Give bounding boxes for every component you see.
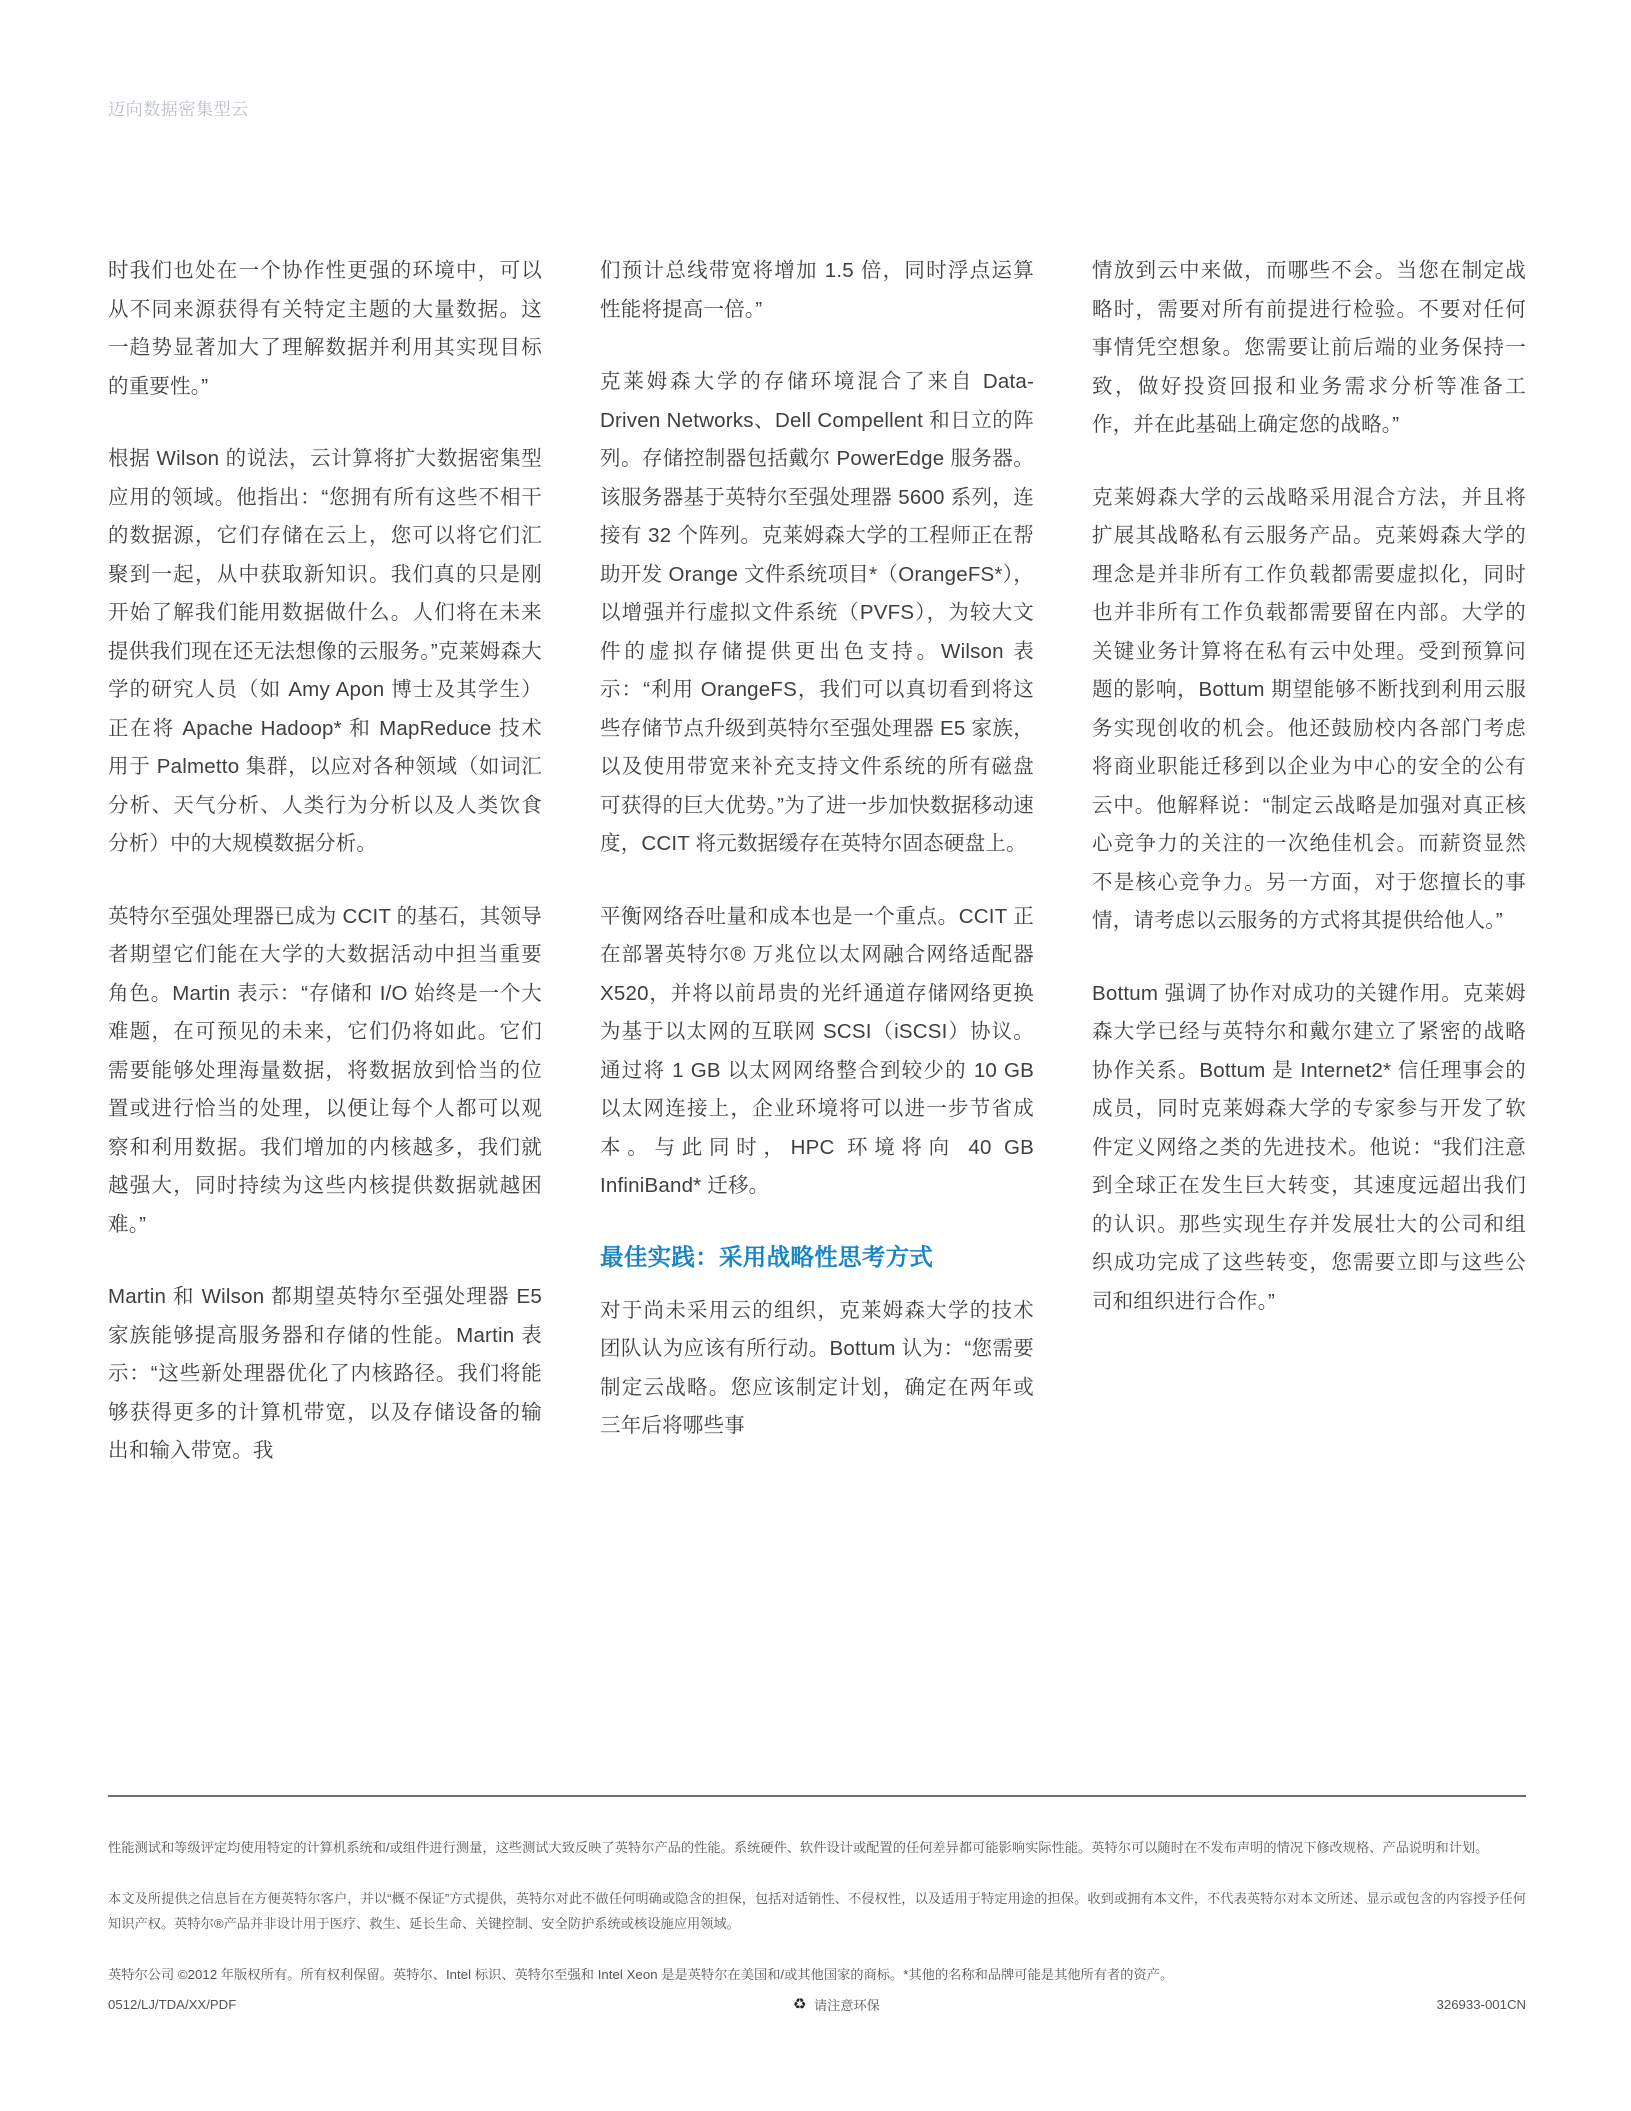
paragraph: 平衡网络吞吐量和成本也是一个重点。CCIT 正在部署英特尔® 万兆位以太网融合网络适配器 X520，并将以前昂贵的光纤通道存储网络更换为基于以太网的互联网 SCSI（iSCSI）协议。通过将 1 GB 以太网网络整合到较少的 10 GB 以太网连接上，企业环境将可以进一步节省成本。与此同时，HPC 环境将向 40 GB InfiniBand* 迁移。 [600, 904, 1034, 1197]
paragraph: 对于尚未采用云的组织，克莱姆森大学的技术团队认为应该有所行动。Bottum 认为：“您需要制定云战略。您应该制定计划，确定在两年或三年后将哪些事 [600, 1298, 1034, 1437]
paragraph: 情放到云中来做，而哪些不会。当您在制定战略时，需要对所有前提进行检验。不要对任何事情凭空想象。您需要让前后端的业务保持一致，做好投资回报和业务需求分析等准备工作，并在此基础上确定您的战略。” [1092, 259, 1526, 436]
recycle-notice [793, 1995, 880, 2014]
paragraph: 克莱姆森大学的云战略采用混合方法，并且将扩展其战略私有云服务产品。克莱姆森大学的理念是并非所有工作负载都需要虚拟化，同时也并非所有工作负载都需要留在内部。大学的关键业务计算将在私有云中处理。受到预算问题的影响，Bottum 期望能够不断找到利用云服务实现创收的机会。他还鼓励校内各部门考虑将商业职能迁移到以企业为中心的安全的公有云中。他解释说：“制定云战略是加强对真正核心竞争力的关注的一次绝佳机会。而薪资显然不是核心竞争力。另一方面，对于您擅长的事情，请考虑以云服务的方式将其提供给他人。” [1092, 485, 1526, 932]
paragraph: 根据 Wilson 的说法，云计算将扩大数据密集型应用的领域。他指出：“您拥有所有这些不相干的数据源，它们存储在云上，您可以将它们汇聚到一起，从中获取新知识。我们真的只是刚开始了解我们能用数据做什么。人们将在未来提供我们现在还无法想像的云服务。”克莱姆森大学的研究人员（如 Amy Apon 博士及其学生）正在将 Apache Hadoop* 和 MapReduce 技术用于 Palmetto 集群，以应对各种领域（如词汇分析、天气分析、人类行为分析以及人类饮食分析）中的大规模数据分析。 [108, 447, 542, 855]
document-code-right: 326933-001CN [1436, 1997, 1526, 2012]
running-head: 迈向数据密集型云 [108, 100, 249, 119]
footer-divider [108, 1795, 1526, 1797]
paragraph: 克莱姆森大学的存储环境混合了来自 Data-Driven Networks、Dell Compellent 和日立的阵列。存储控制器包括戴尔 PowerEdge 服务器。该服务器基于英特尔至强处理器 5600 系列，连接有 32 个阵列。克莱姆森大学的工程师正在帮助开发 Orange 文件系统项目*（OrangeFS*），以增强并行虚拟文件系统（PVFS），为较大文件的虚拟存储提供更出色支持。Wilson 表示：“利用 OrangeFS，我们可以真切看到将这些存储节点升级到英特尔至强处理器 E5 家族，以及使用带宽来补充支持文件系统的所有磁盘可获得的巨大优势。”为了进一步加快数据移动速度，CCIT 将元数据缓存在英特尔固态硬盘上。 [600, 370, 1034, 855]
document-code-left: 0512/LJ/TDA/XX/PDF [108, 1997, 237, 2012]
recycle-icon: ♻ [792, 1996, 807, 2013]
legal-disclaimer-warranty: 本文及所提供之信息旨在方便英特尔客户，并以“概不保证”方式提供，英特尔对此不做任何明确或隐含的担保，包括对适销性、不侵权性，以及适用于特定用途的担保。收到或拥有本文件，不代表英特尔对本文所述、显示或包含的内容授予任何知识产权。英特尔®产品并非设计用于医疗、救生、延长生命、关键控制、安全防护系统或核设施应用领域。 [108, 1891, 1526, 1931]
article-body [108, 252, 1526, 1471]
section-heading-best-practice: 最佳实践：采用战略性思考方式 [600, 1243, 934, 1270]
colophon-bar [108, 1995, 1526, 2014]
paragraph: 英特尔至强处理器已成为 CCIT 的基石，其领导者期望它们能在大学的大数据活动中担当重要角色。Martin 表示：“存储和 I/O 始终是一个大难题，在可预见的未来，它们仍将如此。它们需要能够处理海量数据，将数据放到恰当的位置或进行恰当的处理，以便让每个人都可以观察和利用数据。我们增加的内核越多，我们就越强大，同时持续为这些内核提供数据就越困难。” [108, 904, 542, 1236]
text-column-3 [1092, 252, 1526, 1471]
text-column-2 [600, 252, 1034, 1471]
text-column-1 [108, 252, 542, 1471]
paragraph: Martin 和 Wilson 都期望英特尔至强处理器 E5 家族能够提高服务器和存储的性能。Martin 表示：“这些新处理器优化了内核路径。我们将能够获得更多的计算机带宽，以及存储设备的输出和输入带宽。我 [108, 1285, 542, 1462]
recycle-label: 请注意环保 [813, 1998, 880, 2013]
paragraph: 时我们也处在一个协作性更强的环境中，可以从不同来源获得有关特定主题的大量数据。这一趋势显著加大了理解数据并利用其实现目标的重要性。” [108, 259, 542, 398]
copyright-notice: 英特尔公司 ©2012 年版权所有。所有权利保留。英特尔、Intel 标识、英特尔至强和 Intel Xeon 是是英特尔在美国和/或其他国家的商标。*其他的名称和品牌可能是其他所有者的资产。 [108, 1967, 1174, 1982]
paragraph: 们预计总线带宽将增加 1.5 倍，同时浮点运算性能将提高一倍。” [600, 259, 1034, 321]
page-footer [108, 1795, 1526, 2019]
paragraph: Bottum 强调了协作对成功的关键作用。克莱姆森大学已经与英特尔和戴尔建立了紧密的战略协作关系。Bottum 是 Internet2* 信任理事会的成员，同时克莱姆森大学的专家参与开发了软件定义网络之类的先进技术。他说：“我们注意到全球正在发生巨大转变，其速度远超出我们的认识。那些实现生存并发展壮大的公司和组织成功完成了这些转变，您需要立即与这些公司和组织进行合作。” [1092, 981, 1526, 1313]
legal-disclaimer-performance: 性能测试和等级评定均使用特定的计算机系统和/或组件进行测量，这些测试大致反映了英特尔产品的性能。系统硬件、软件设计或配置的任何差异都可能影响实际性能。英特尔可以随时在不发布声明的情况下修改规格、产品说明和计划。 [108, 1840, 1489, 1855]
